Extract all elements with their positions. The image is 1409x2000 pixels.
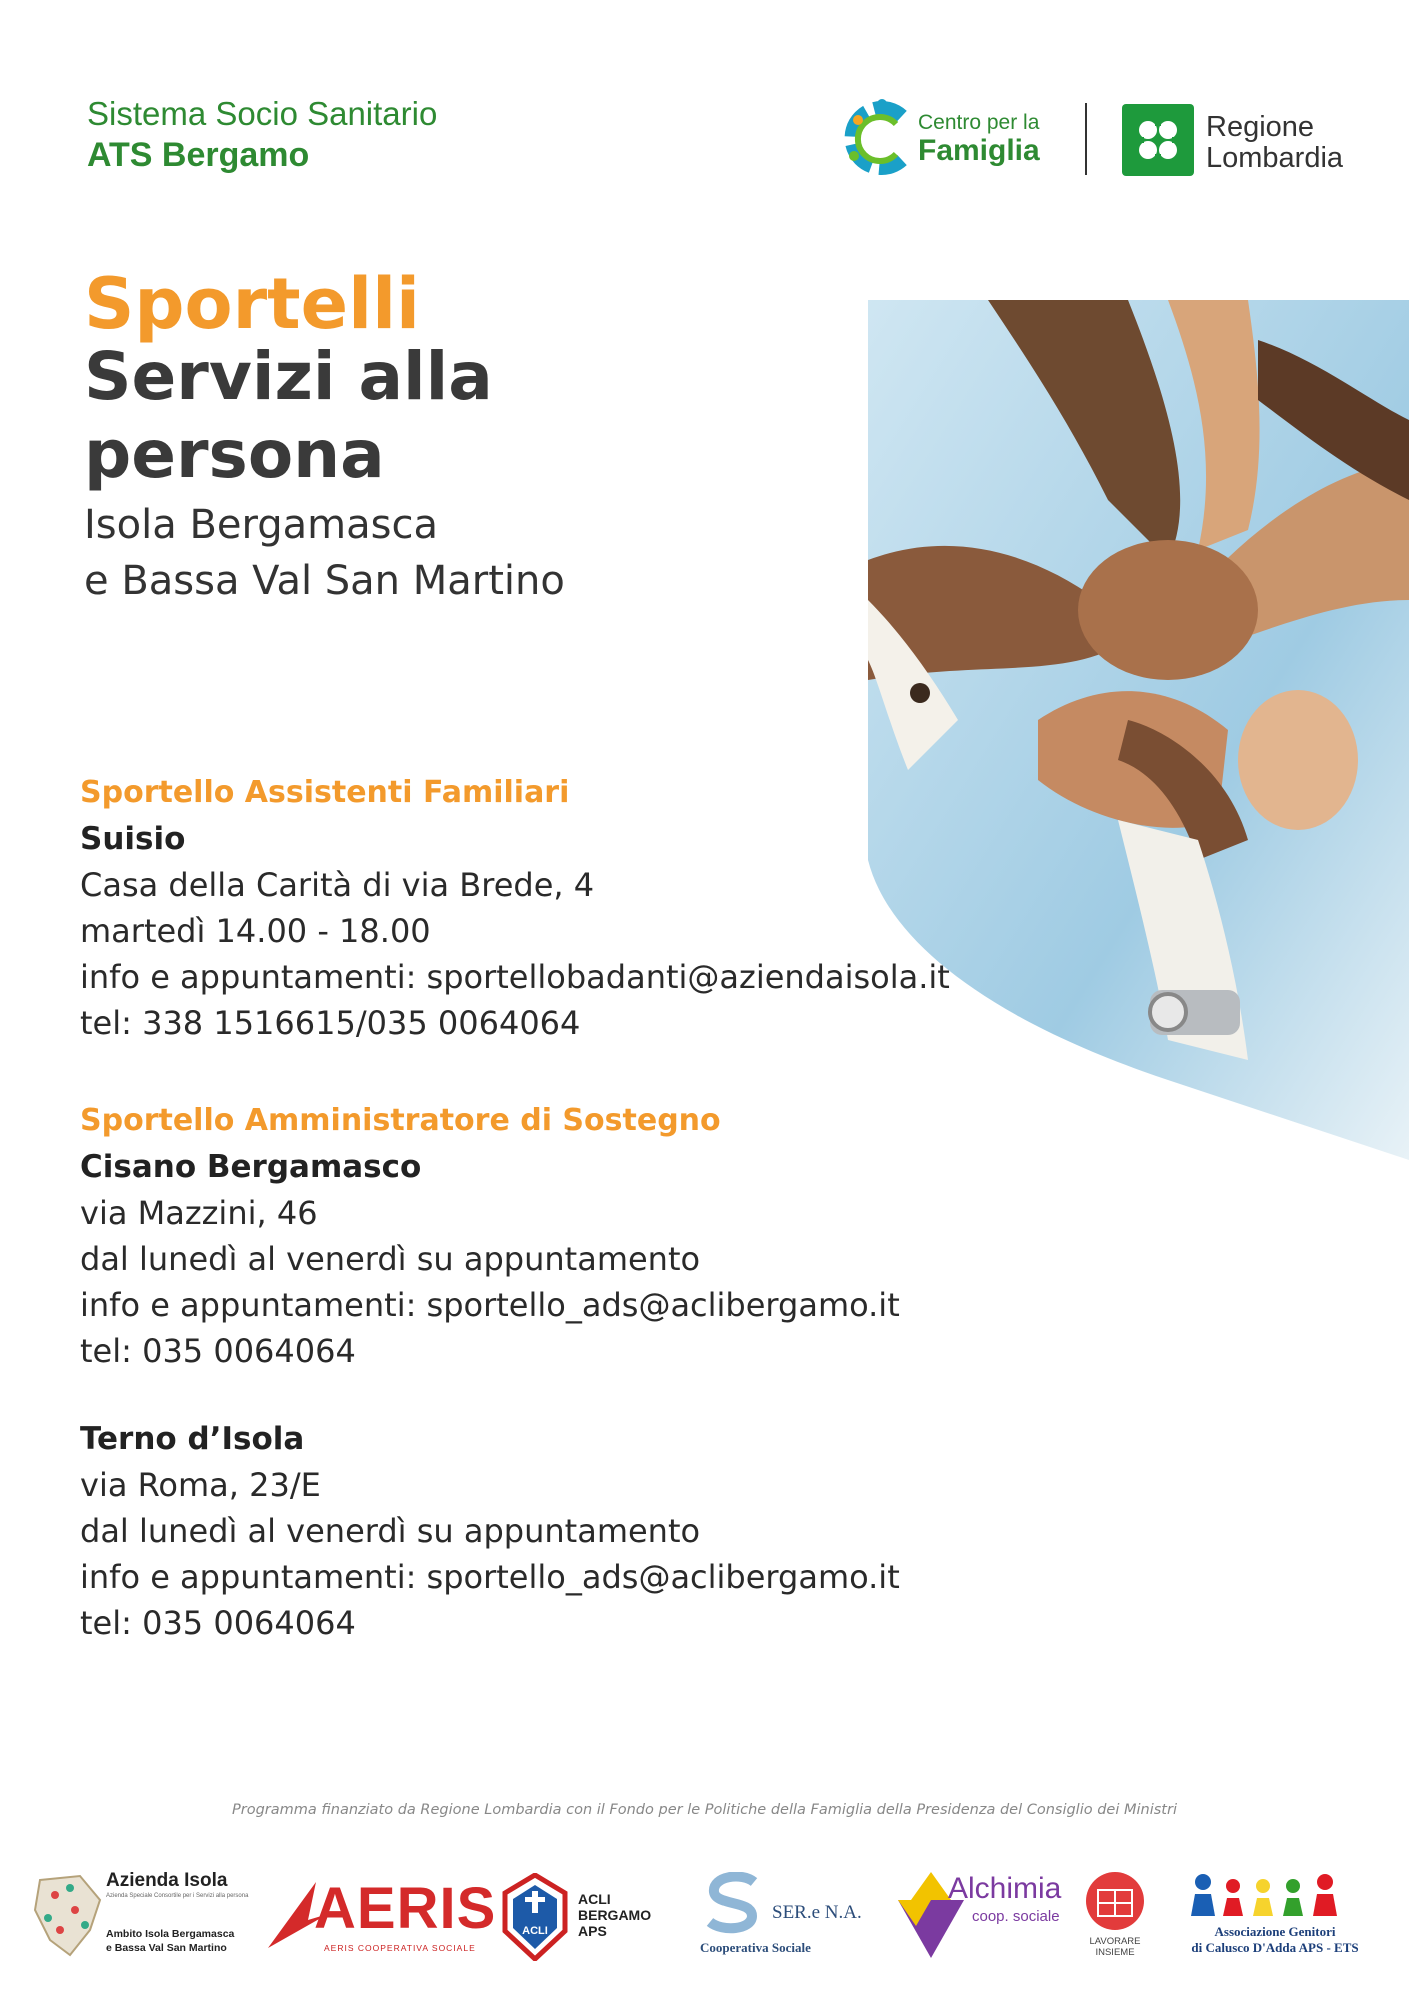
section-assistenti-familiari	[80, 770, 950, 1046]
serena-logo	[696, 1872, 876, 1962]
section-title: Sportello Amministratore di Sostegno	[80, 1103, 721, 1138]
azienda-isola-title: Azienda Isola	[106, 1870, 228, 1891]
genitori-text	[1160, 1924, 1390, 1956]
email-line: info e appuntamenti: sportello_ads@aclibergamo.it	[80, 1286, 900, 1324]
address-line: via Mazzini, 46	[80, 1194, 318, 1232]
title-sportelli: Sportelli	[84, 263, 421, 345]
section-place: Terno d’Isola	[80, 1421, 305, 1457]
azienda-isola-tag: Azienda Speciale Consortile per i Servizi alla persona	[106, 1893, 249, 1899]
hours-line: dal lunedì al venerdì su appuntamento	[80, 1512, 701, 1550]
aeris-logo	[268, 1875, 497, 1960]
funding-note: Programma finanziato da Regione Lombardia con il Fondo per le Politiche della Famiglia della Presidenza del Consiglio dei Ministri	[232, 1802, 1177, 1818]
address-line: via Roma, 23/E	[80, 1466, 321, 1504]
lavorare-line1: LAVORARE	[1089, 1936, 1141, 1947]
cpf-line1: Centro per la	[918, 111, 1040, 134]
azienda-isola-logo	[30, 1870, 250, 1960]
subtitle-line2: e Bassa Val San Martino	[84, 558, 565, 604]
rl-line1: Regione	[1206, 111, 1315, 143]
lavorare-text	[1082, 1936, 1148, 1958]
acli-text	[578, 1891, 651, 1939]
section-terno-isola	[80, 1416, 900, 1646]
ats-line2: ATS Bergamo	[87, 136, 310, 174]
subtitle	[84, 497, 565, 609]
azienda-isola-map-icon	[30, 1870, 110, 1960]
ats-line1: Sistema Socio Sanitario	[87, 95, 438, 132]
cpf-line2: Famiglia	[918, 134, 1040, 167]
regione-lombardia-icon	[1122, 104, 1194, 176]
email-line: info e appuntamenti: sportello_ads@aclibergamo.it	[80, 1558, 900, 1596]
serena-name: SER.e N.A.	[772, 1902, 862, 1923]
section-amministratore-sostegno	[80, 1098, 900, 1374]
section-place: Cisano Bergamasco	[80, 1149, 422, 1185]
hours-line: martedì 14.00 - 18.00	[80, 912, 431, 950]
genitori-line2: di Calusco D'Adda APS - ETS	[1191, 1940, 1359, 1955]
acli-shield-icon	[500, 1873, 570, 1961]
azienda-isola-sub1: Ambito Isola Bergamasca	[106, 1928, 235, 1940]
lavorare-insieme-logo	[1082, 1870, 1148, 1965]
subtitle-line1: Isola Bergamasca	[84, 502, 438, 548]
phone-line: tel: 338 1516615/035 0064064	[80, 1004, 581, 1042]
associazione-genitori-logo	[1160, 1872, 1390, 1962]
address-line: Casa della Carità di via Brede, 4	[80, 866, 595, 904]
rl-line2: Lombardia	[1206, 142, 1344, 174]
genitori-people-icon	[1185, 1872, 1365, 1918]
section-place: Suisio	[80, 821, 186, 857]
title-servizi: Servizi alla persona	[84, 338, 493, 493]
serena-sub: Cooperativa Sociale	[700, 1940, 811, 1955]
regione-lombardia-logo	[1206, 112, 1343, 174]
hours-line: dal lunedì al venerdì su appuntamento	[80, 1240, 701, 1278]
alchimia-logo	[896, 1870, 1071, 1965]
alchimia-sub: coop. sociale	[972, 1908, 1060, 1925]
aeris-sub: AERIS COOPERATIVA SOCIALE	[324, 1943, 476, 1953]
ats-bergamo-logo	[87, 94, 437, 176]
section-title: Sportello Assistenti Familiari	[80, 775, 570, 810]
lavorare-line2: INSIEME	[1095, 1947, 1135, 1958]
email-line: info e appuntamenti: sportellobadanti@aziendaisola.it	[80, 958, 950, 996]
acli-line3: APS	[578, 1923, 607, 1939]
acli-logo	[500, 1873, 670, 1963]
acli-badge: ACLI	[522, 1925, 548, 1937]
header-divider	[1085, 103, 1087, 175]
acli-line1: ACLI	[578, 1891, 611, 1907]
azienda-isola-sub2: e Bassa Val San Martino	[106, 1942, 227, 1954]
genitori-line1: Associazione Genitori	[1214, 1924, 1336, 1939]
aeris-name: AERIS	[314, 1876, 497, 1941]
acli-line2: BERGAMO	[578, 1907, 652, 1923]
alchimia-name: Alchimia	[948, 1872, 1062, 1905]
centro-famiglia-logo	[918, 111, 1040, 167]
lavorare-insieme-icon	[1084, 1870, 1146, 1932]
serena-s-icon	[702, 1872, 770, 1934]
phone-line: tel: 035 0064064	[80, 1604, 356, 1642]
phone-line: tel: 035 0064064	[80, 1332, 356, 1370]
